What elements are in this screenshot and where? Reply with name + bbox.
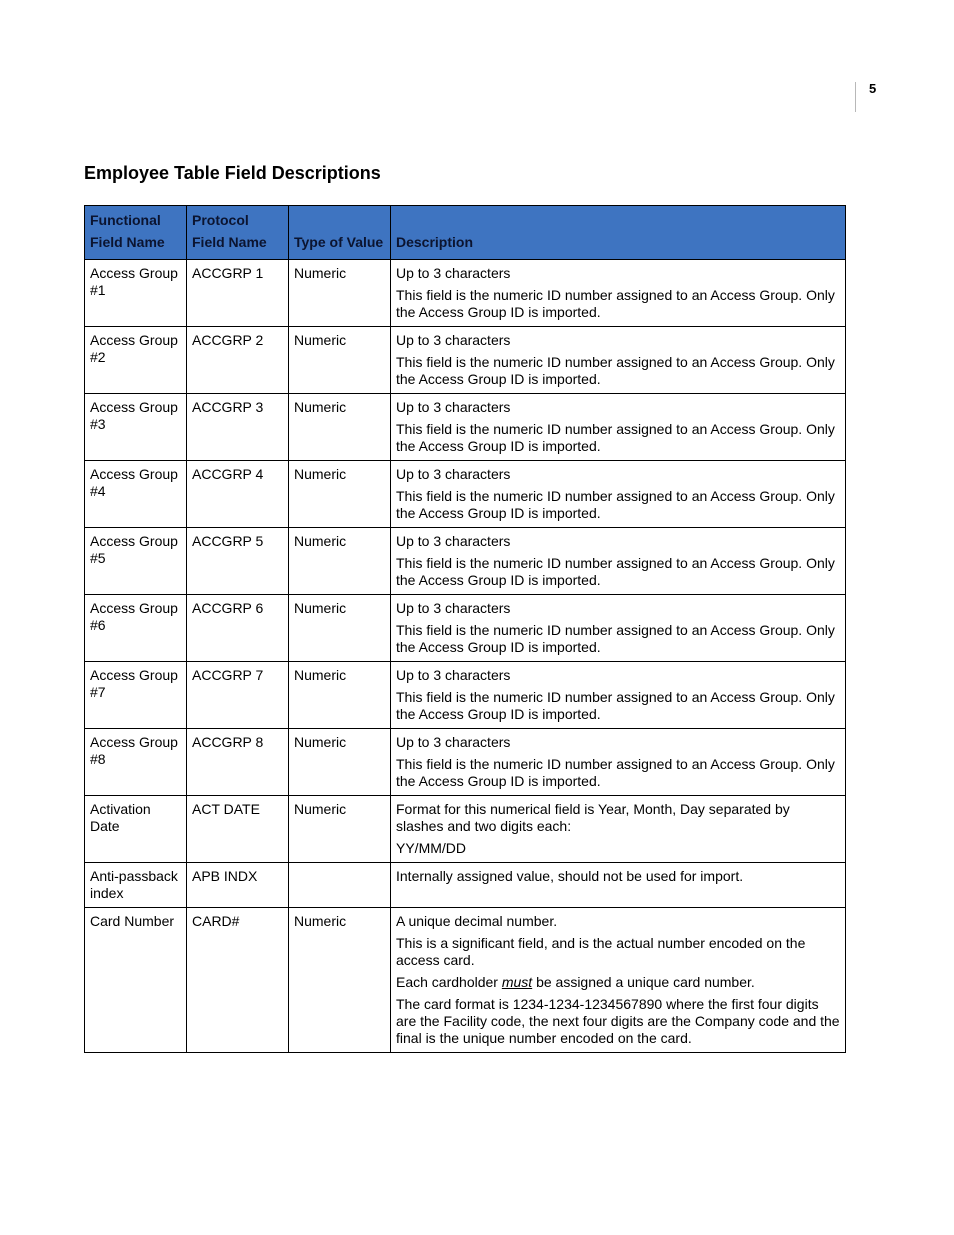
employee-field-table — [84, 205, 846, 1053]
description-line: Up to 3 characters — [396, 399, 511, 415]
protocol-field-name-cell: ACCGRP 1 — [187, 260, 289, 327]
type-of-value-cell: Numeric — [289, 796, 391, 863]
protocol-field-name-cell: ACCGRP 8 — [187, 729, 289, 796]
description-cell — [391, 863, 846, 908]
table-row — [85, 528, 846, 595]
page-title: Employee Table Field Descriptions — [84, 163, 381, 183]
protocol-field-name-cell: ACCGRP 4 — [187, 461, 289, 528]
functional-field-name-cell: Access Group #1 — [85, 260, 187, 327]
description-line: YY/MM/DD — [396, 840, 466, 856]
description-line: This field is the numeric ID number assigned to an Access Group. Only the Access Group ID is imported. — [396, 287, 835, 320]
description-line: This field is the numeric ID number assigned to an Access Group. Only the Access Group ID is imported. — [396, 622, 835, 655]
functional-field-name-cell: Activation Date — [85, 796, 187, 863]
type-of-value-cell: Numeric — [289, 260, 391, 327]
header-type-of-value: Type of Value — [289, 206, 391, 260]
description-cell — [391, 327, 846, 394]
description-line: Up to 3 characters — [396, 734, 511, 750]
description-cell — [391, 394, 846, 461]
description-line: Format for this numerical field is Year, Month, Day separated by slashes and two digits each: — [396, 801, 790, 834]
functional-field-name-cell: Card Number — [85, 908, 187, 1053]
table-row — [85, 863, 846, 908]
description-cell — [391, 662, 846, 729]
functional-field-name-cell: Access Group #3 — [85, 394, 187, 461]
description-line: Internally assigned value, should not be used for import. — [396, 868, 744, 884]
protocol-field-name-cell: ACCGRP 7 — [187, 662, 289, 729]
table-row — [85, 729, 846, 796]
description-cell — [391, 260, 846, 327]
description-line: Up to 3 characters — [396, 466, 511, 482]
description-line: This is a significant field, and is the actual number encoded on the access card. — [396, 935, 806, 968]
description-line: This field is the numeric ID number assigned to an Access Group. Only the Access Group ID is imported. — [396, 555, 835, 588]
functional-field-name-cell: Anti-passback index — [85, 863, 187, 908]
description-line: This field is the numeric ID number assigned to an Access Group. Only the Access Group ID is imported. — [396, 756, 835, 789]
table-row — [85, 595, 846, 662]
functional-field-name-cell: Access Group #7 — [85, 662, 187, 729]
header-protocol-line1: Protocol — [192, 212, 249, 228]
protocol-field-name-cell: ACCGRP 6 — [187, 595, 289, 662]
functional-field-name-cell: Access Group #4 — [85, 461, 187, 528]
header-description: Description — [391, 206, 846, 260]
table-row — [85, 260, 846, 327]
description-cell — [391, 461, 846, 528]
page-number: 5 — [869, 81, 877, 96]
functional-field-name-cell: Access Group #8 — [85, 729, 187, 796]
description-cell — [391, 528, 846, 595]
table-row — [85, 394, 846, 461]
description-line: Up to 3 characters — [396, 332, 511, 348]
description-line: This field is the numeric ID number assigned to an Access Group. Only the Access Group ID is imported. — [396, 421, 835, 454]
type-of-value-cell: Numeric — [289, 327, 391, 394]
description-cell — [391, 796, 846, 863]
protocol-field-name-cell: ACT DATE — [187, 796, 289, 863]
type-of-value-cell: Numeric — [289, 461, 391, 528]
description-line: A unique decimal number. — [396, 913, 558, 929]
protocol-field-name-cell: APB INDX — [187, 863, 289, 908]
type-of-value-cell: Numeric — [289, 394, 391, 461]
header-protocol-line2: Field Name — [192, 234, 267, 250]
header-functional-line1: Functional — [90, 212, 161, 228]
protocol-field-name-cell: CARD# — [187, 908, 289, 1053]
description-cell — [391, 595, 846, 662]
description-line: This field is the numeric ID number assigned to an Access Group. Only the Access Group ID is imported. — [396, 488, 835, 521]
protocol-field-name-cell: ACCGRP 2 — [187, 327, 289, 394]
header-functional-line2: Field Name — [90, 234, 165, 250]
description-text: be assigned a unique card number. — [532, 974, 755, 990]
table-row — [85, 908, 846, 1053]
header-protocol-field-name — [187, 206, 289, 260]
page-number-divider — [855, 82, 856, 112]
type-of-value-cell: Numeric — [289, 908, 391, 1053]
description-cell — [391, 908, 846, 1053]
description-line: Up to 3 characters — [396, 600, 511, 616]
functional-field-name-cell: Access Group #6 — [85, 595, 187, 662]
table-row — [85, 662, 846, 729]
description-line: Up to 3 characters — [396, 667, 511, 683]
type-of-value-cell: Numeric — [289, 528, 391, 595]
table-row — [85, 327, 846, 394]
description-line: The card format is 1234-1234-1234567890 where the first four digits are the Facility code, the next four digits are the Company code and the final is the unique number encoded on the card. — [396, 996, 840, 1046]
description-text: Each cardholder — [396, 974, 502, 990]
functional-field-name-cell: Access Group #5 — [85, 528, 187, 595]
description-line: This field is the numeric ID number assigned to an Access Group. Only the Access Group ID is imported. — [396, 354, 835, 387]
type-of-value-cell: Numeric — [289, 729, 391, 796]
emphasis-text: must — [501, 974, 533, 990]
table-row — [85, 461, 846, 528]
functional-field-name-cell: Access Group #2 — [85, 327, 187, 394]
description-line — [396, 974, 840, 991]
header-functional-field-name — [85, 206, 187, 260]
table-row — [85, 796, 846, 863]
protocol-field-name-cell: ACCGRP 5 — [187, 528, 289, 595]
type-of-value-cell: Numeric — [289, 662, 391, 729]
description-cell — [391, 729, 846, 796]
type-of-value-cell: Numeric — [289, 595, 391, 662]
protocol-field-name-cell: ACCGRP 3 — [187, 394, 289, 461]
type-of-value-cell — [289, 863, 391, 908]
table-header-row — [85, 206, 846, 260]
description-line: Up to 3 characters — [396, 265, 511, 281]
description-line: Up to 3 characters — [396, 533, 511, 549]
description-line: This field is the numeric ID number assigned to an Access Group. Only the Access Group ID is imported. — [396, 689, 835, 722]
